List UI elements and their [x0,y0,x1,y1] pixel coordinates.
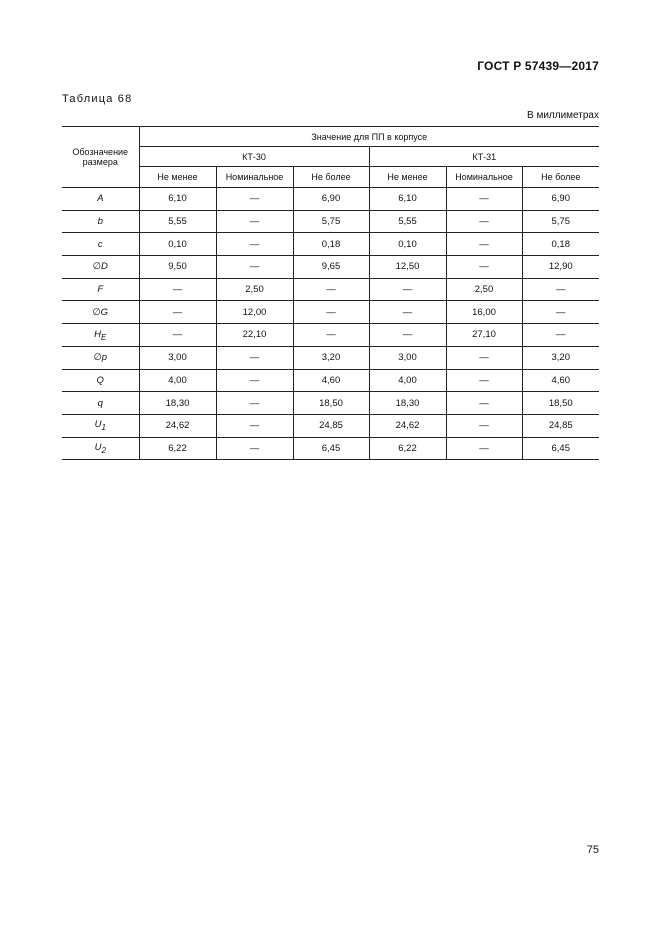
table-row [62,188,599,211]
value-cell: 18,50 [293,392,369,415]
value-cell: 18,30 [139,392,216,415]
subheader-cell: Не более [293,167,369,188]
value-cell: 6,45 [522,437,599,460]
value-cell: 12,50 [369,256,446,279]
table-row [62,414,599,437]
symbol-text: b [97,216,103,228]
value-cell: — [446,437,522,460]
value-cell: 4,60 [293,369,369,392]
value-cell: 12,00 [216,301,293,324]
symbol-text: A [97,193,104,205]
value-cell: 0,10 [139,233,216,256]
value-cell: 3,00 [139,346,216,369]
designation-cell [62,346,139,369]
value-cell: 6,45 [293,437,369,460]
value-cell: 2,50 [216,278,293,301]
table-caption: Таблица 68 [62,93,133,105]
symbol-text: Q [96,374,104,386]
value-cell: — [216,414,293,437]
package-header: КТ-30 [139,147,369,167]
value-cell: — [293,301,369,324]
value-cell: — [522,278,599,301]
value-cell: 6,10 [139,188,216,211]
value-cell: 0,18 [293,233,369,256]
group-header: Значение для ПП в корпусе [139,127,599,147]
page-number: 75 [586,844,599,856]
symbol-text: U [94,441,102,453]
table-row [62,346,599,369]
value-cell: 12,90 [522,256,599,279]
value-cell: 5,75 [293,210,369,233]
table-row [62,233,599,256]
value-cell: 27,10 [446,324,522,347]
designation-cell [62,392,139,415]
value-cell: 24,62 [139,414,216,437]
table-row [62,301,599,324]
value-cell: — [216,210,293,233]
value-cell: — [139,278,216,301]
symbol-text: ∅p [93,352,108,364]
symbol-text: H [94,328,102,340]
document-header: ГОСТ Р 57439—2017 [477,59,599,73]
value-cell: — [139,324,216,347]
designation-cell [62,437,139,460]
value-cell: 4,00 [139,369,216,392]
value-cell: — [216,188,293,211]
designation-cell [62,414,139,437]
table-row [62,369,599,392]
value-cell: 6,10 [369,188,446,211]
value-cell: 5,55 [139,210,216,233]
designation-header: Обозначение размера [62,127,139,188]
value-cell: 4,60 [522,369,599,392]
subheader-cell: Не менее [139,167,216,188]
value-cell: — [216,256,293,279]
value-cell: — [446,188,522,211]
table-row [62,392,599,415]
value-cell: — [522,301,599,324]
value-cell: — [446,233,522,256]
value-cell: 16,00 [446,301,522,324]
value-cell: 22,10 [216,324,293,347]
value-cell: — [216,346,293,369]
table-row [62,256,599,279]
table-row [62,278,599,301]
value-cell: 0,10 [369,233,446,256]
designation-cell [62,233,139,256]
value-cell: — [522,324,599,347]
subheader-cell: Не более [522,167,599,188]
value-cell: 6,90 [293,188,369,211]
value-cell: — [369,324,446,347]
value-cell: 0,18 [522,233,599,256]
symbol-text: F [97,284,104,296]
designation-cell [62,324,139,347]
value-cell: 6,22 [369,437,446,460]
value-cell: 18,50 [522,392,599,415]
value-cell: — [446,369,522,392]
value-cell: — [446,392,522,415]
symbol-text: q [97,397,103,409]
value-cell: 24,85 [293,414,369,437]
symbol-subscript: 2 [101,445,106,455]
value-cell: 3,20 [522,346,599,369]
units-note: В миллиметрах [527,110,599,121]
designation-cell [62,301,139,324]
designation-cell [62,188,139,211]
value-cell: — [446,346,522,369]
package-header: КТ-31 [369,147,599,167]
value-cell: — [293,278,369,301]
subheader-cell: Номинальное [216,167,293,188]
value-cell: — [216,392,293,415]
value-cell: — [446,414,522,437]
value-cell: 24,62 [369,414,446,437]
value-cell: 2,50 [446,278,522,301]
value-cell: — [216,233,293,256]
value-cell: 6,22 [139,437,216,460]
symbol-text: ∅G [92,306,109,318]
value-cell: 3,00 [369,346,446,369]
value-cell: 4,00 [369,369,446,392]
value-cell: — [139,301,216,324]
table-row [62,210,599,233]
subheader-cell: Не менее [369,167,446,188]
value-cell: 6,90 [522,188,599,211]
value-cell: 3,20 [293,346,369,369]
designation-cell [62,256,139,279]
symbol-subscript: 1 [101,423,106,433]
symbol-text: c [97,238,103,250]
value-cell: — [216,369,293,392]
dimensions-table [62,126,599,460]
subheader-cell: Номинальное [446,167,522,188]
table-body [62,188,599,460]
value-cell: 24,85 [522,414,599,437]
value-cell: — [446,210,522,233]
table-row [62,324,599,347]
value-cell: 5,75 [522,210,599,233]
value-cell: 5,55 [369,210,446,233]
symbol-subscript: E [101,332,107,342]
value-cell: — [369,278,446,301]
value-cell: 18,30 [369,392,446,415]
symbol-text: ∅D [92,261,108,273]
designation-cell [62,210,139,233]
designation-cell [62,369,139,392]
value-cell: — [216,437,293,460]
designation-cell [62,278,139,301]
value-cell: — [293,324,369,347]
value-cell: — [369,301,446,324]
value-cell: 9,65 [293,256,369,279]
value-cell: 9,50 [139,256,216,279]
symbol-text: U [94,419,102,431]
value-cell: — [446,256,522,279]
table-row [62,437,599,460]
